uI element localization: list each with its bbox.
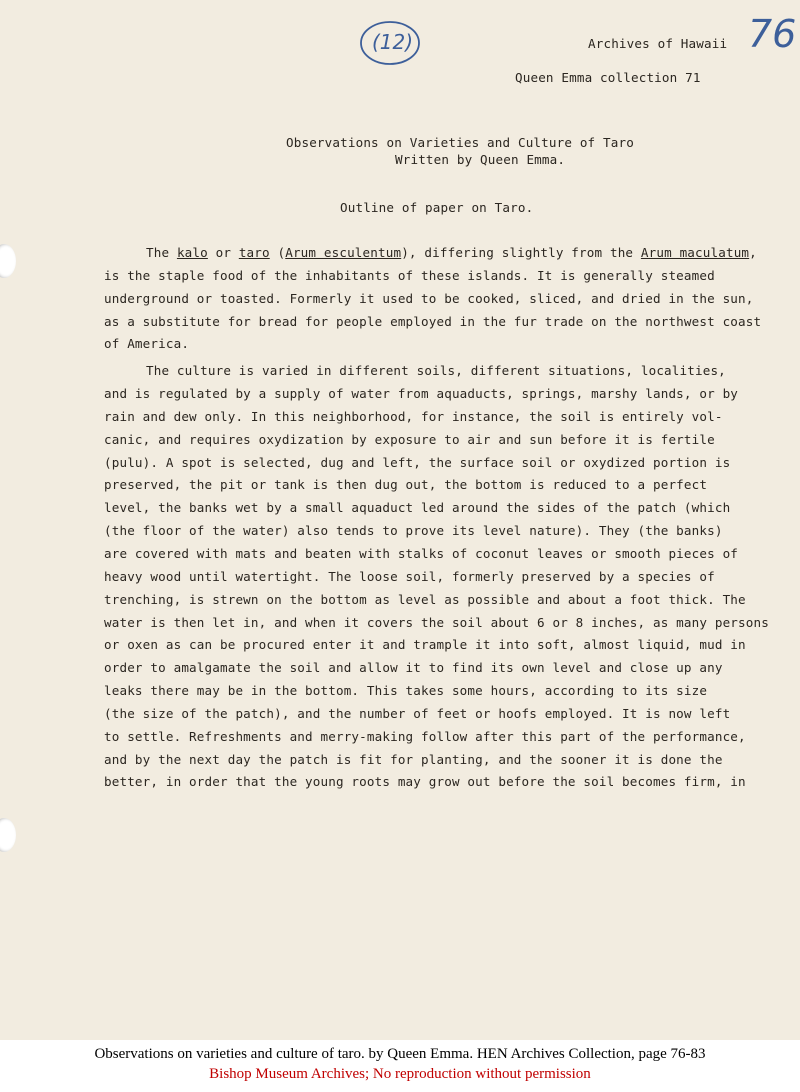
document-author: Written by Queen Emma. [395,152,566,167]
text-line: (pulu). A spot is selected, dug and left, the surface soil or oxydized portion is [104,454,731,470]
document-title: Observations on Varieties and Culture of Taro [286,135,634,150]
text-run: The [146,245,177,260]
text-line: The culture is varied in different soils, different situations, localities, [146,363,726,379]
archive-header: Archives of Hawaii [588,36,728,51]
handwritten-page-number: 76 [748,12,797,56]
handwritten-folio-mark [358,18,422,68]
underlined-term: kalo [176,245,208,260]
underlined-term: taro [238,245,270,260]
text-line: order to amalgamate the soil and allow it to find its own level and close up any [104,660,723,676]
text-line: underground or toasted. Formerly it used to be cooked, sliced, and dried in the sun, [104,290,754,306]
underlined-term: Arum maculatum [640,245,750,260]
paragraph-1 [104,265,794,356]
text-line: (the floor of the water) also tends to prove its level nature). They (the banks) [104,523,723,539]
text-line: water is then let in, and when it covers the soil about 6 or 8 inches, as many persons [104,614,769,630]
text-line: of America. [104,336,190,352]
collection-header: Queen Emma collection 71 [515,70,701,85]
text-line: and by the next day the patch is fit for planting, and the sooner it is done the [104,751,723,767]
paragraph-2 [104,360,794,794]
text-line: are covered with mats and beaten with stalks of coconut leaves or smooth pieces of [104,545,739,561]
folio-number: (12) [372,30,414,54]
text-line: level, the banks wet by a small aquaduct led around the sides of the patch (which [104,500,731,516]
text-line: heavy wood until watertight. The loose soil, formerly preserved by a species of [104,568,715,584]
underlined-term: Arum esculentum [285,245,402,260]
text-line: is the staple food of the inhabitants of these islands. It is generally steamed [104,267,715,283]
text-line: leaks there may be in the bottom. This takes some hours, according to its size [104,683,708,699]
text-run: ( [269,245,286,260]
caption-rights: Bishop Museum Archives; No reproduction without permission [209,1066,591,1082]
paragraph-1-first-line [104,242,794,265]
text-run: ), differing slightly from the [401,245,641,260]
text-line: (the size of the patch), and the number of feet or hoofs employed. It is now left [104,705,731,721]
punch-hole-top [0,244,16,278]
text-line: better, in order that the young roots may grow out before the soil becomes firm, in [104,774,746,790]
text-line: trenching, is strewn on the bottom as level as possible and about a foot thick. The [104,591,746,607]
text-run: or [207,245,239,260]
text-run: , [749,245,757,260]
caption-source: Observations on varieties and culture of taro. by Queen Emma. HEN Archives Collection, page 76-83 [94,1046,706,1062]
text-line: to settle. Refreshments and merry-making follow after this part of the performance, [104,728,746,744]
text-line: or oxen as can be procured enter it and trample it into soft, almost liquid, mud in [104,637,746,653]
text-line: and is regulated by a supply of water from aquaducts, springs, marshy lands, or by [104,386,739,402]
text-line: rain and dew only. In this neighborhood, for instance, the soil is entirely vol- [104,408,723,424]
text-line: preserved, the pit or tank is then dug out, the bottom is reduced to a perfect [104,477,708,493]
body-text [104,242,794,794]
text-line: canic, and requires oxydization by exposure to air and sun before it is fertile [104,431,715,447]
outline-heading: Outline of paper on Taro. [340,200,534,215]
punch-hole-bottom [0,818,16,852]
text-line: as a substitute for bread for people employed in the fur trade on the northwest coast [104,313,762,329]
